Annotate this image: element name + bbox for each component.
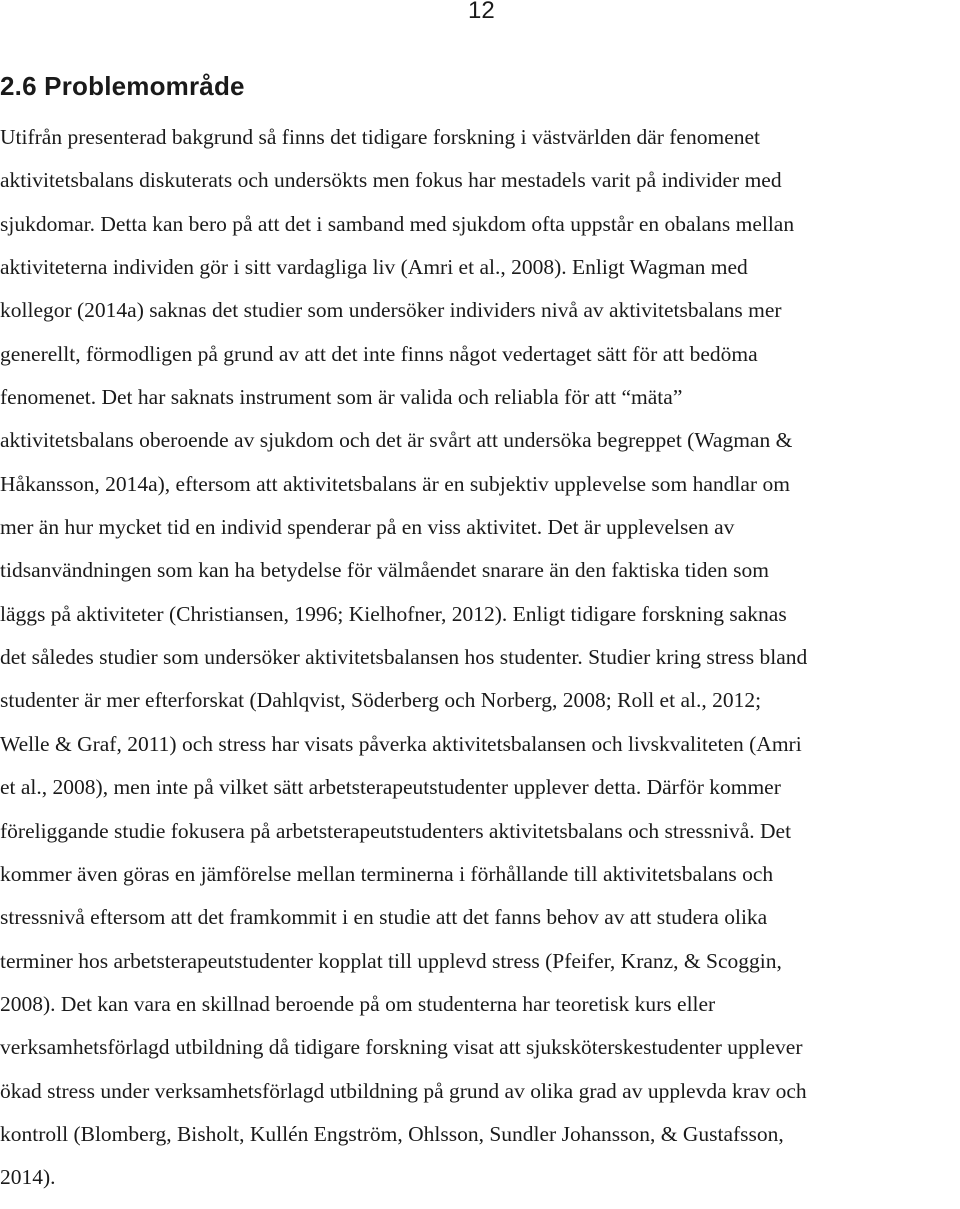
text-line: ökad stress under verksamhetsförlagd utbildning på grund av olika grad av upplevda krav och bbox=[0, 1078, 807, 1103]
section-heading: 2.6 Problemområde bbox=[0, 71, 245, 101]
text-line: kollegor (2014a) saknas det studier som undersöker individers nivå av aktivitetsbalans mer bbox=[0, 298, 782, 323]
text-line: det således studier som undersöker aktivitetsbalansen hos studenter. Studier kring stress bland bbox=[0, 645, 808, 670]
text-line: aktivitetsbalans oberoende av sjukdom och det är svårt att undersöka begreppet (Wagman & bbox=[0, 428, 793, 453]
text-line: kontroll (Blomberg, Bisholt, Kullén Engström, Ohlsson, Sundler Johansson, & Gustafsson, bbox=[0, 1121, 784, 1146]
text-line: sjukdomar. Detta kan bero på att det i samband med sjukdom ofta uppstår en obalans mellan bbox=[0, 211, 795, 236]
text-line: studenter är mer efterforskat (Dahlqvist, Söderberg och Norberg, 2008; Roll et al., 2012; bbox=[0, 688, 762, 713]
text-line: aktiviteterna individen gör i sitt vardagliga liv (Amri et al., 2008). Enligt Wagman med bbox=[0, 255, 748, 280]
text-line: läggs på aktiviteter (Christiansen, 1996; Kielhofner, 2012). Enligt tidigare forskning saknas bbox=[0, 601, 787, 626]
text-line: kommer även göras en jämförelse mellan terminerna i förhållande till aktivitetsbalans och bbox=[0, 861, 774, 886]
text-line: 2014). bbox=[0, 1165, 56, 1190]
page-number: 12 bbox=[468, 0, 495, 24]
text-line: fenomenet. Det har saknats instrument som är valida och reliabla för att “mäta” bbox=[0, 385, 683, 410]
text-line: 2008). Det kan vara en skillnad beroende på om studenterna har teoretisk kurs eller bbox=[0, 991, 716, 1016]
text-line: et al., 2008), men inte på vilket sätt arbetsterapeutstudenter upplever detta. Därför kommer bbox=[0, 775, 781, 800]
text-line: mer än hur mycket tid en individ spenderar på en viss aktivitet. Det är upplevelsen av bbox=[0, 515, 735, 540]
text-line: aktivitetsbalans diskuterats och undersökts men fokus har mestadels varit på individer med bbox=[0, 168, 782, 193]
body-paragraph bbox=[0, 116, 960, 1200]
text-line: föreliggande studie fokusera på arbetsterapeutstudenters aktivitetsbalans och stressnivå. Det bbox=[0, 818, 792, 843]
text-line: verksamhetsförlagd utbildning då tidigare forskning visat att sjuksköterskestudenter upplever bbox=[0, 1035, 803, 1060]
text-line: Welle & Graf, 2011) och stress har visats påverka aktivitetsbalansen och livskvaliteten (Amri bbox=[0, 731, 802, 756]
text-line: generellt, förmodligen på grund av att det inte finns något vedertaget sätt för att bedöma bbox=[0, 341, 758, 366]
text-line: Utifrån presenterad bakgrund så finns det tidigare forskning i västvärlden där fenomenet bbox=[0, 125, 761, 149]
text-line: Håkansson, 2014a), eftersom att aktivitetsbalans är en subjektiv upplevelse som handlar om bbox=[0, 471, 790, 496]
text-line: stressnivå eftersom att det framkommit i en studie att det fanns behov av att studera olika bbox=[0, 905, 768, 930]
text-line: terminer hos arbetsterapeutstudenter kopplat till upplevd stress (Pfeifer, Kranz, & Scoggin, bbox=[0, 948, 782, 973]
text-line: tidsanvändningen som kan ha betydelse för välmåendet snarare än den faktiska tiden som bbox=[0, 558, 769, 583]
